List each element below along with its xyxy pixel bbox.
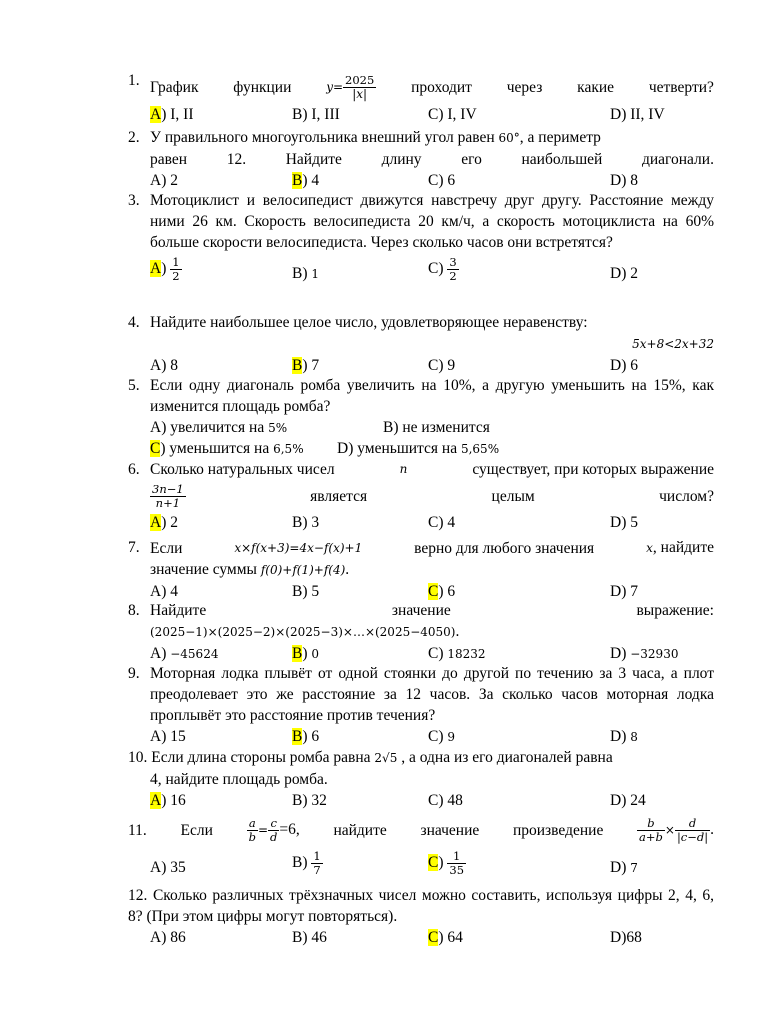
ratio-equation: $\frac{a}{b}$ = $\frac{c}{d}$ =6,: [248, 815, 300, 844]
question-number: 5.: [128, 377, 140, 394]
option-a[interactable]: A) 8: [150, 357, 178, 374]
option-d[interactable]: D) 8: [610, 728, 638, 745]
option-c[interactable]: C) 4: [428, 514, 456, 531]
answer-options-row1: [150, 417, 714, 438]
option-d[interactable]: D) 6: [610, 357, 638, 374]
option-c[interactable]: C) 18232: [428, 645, 486, 662]
option-c[interactable]: C) 6: [428, 583, 456, 600]
product-formula: $\frac{b}{a+b}$ × $\frac{d}{|c-d|}$ .: [639, 815, 714, 844]
answer-options: [150, 581, 714, 602]
inequality: 5x+8<2x+32: [632, 337, 714, 351]
option-c[interactable]: C) 48: [428, 792, 463, 809]
option-c[interactable]: C) $\frac{1}{35}$: [428, 849, 465, 877]
option-c[interactable]: C) 9: [428, 728, 456, 745]
question-text: Если одну диагональ ромба увеличить на 10%, а другую уменьшить на 15%, как изменится площадь ромба?: [150, 377, 714, 415]
option-c[interactable]: C) I, IV: [428, 106, 477, 123]
option-b[interactable]: B) 32: [292, 792, 327, 809]
option-c[interactable]: C) 64: [428, 929, 463, 946]
question-number: 2.: [128, 129, 140, 146]
question-2: [128, 127, 714, 191]
option-d[interactable]: D) 5: [610, 514, 638, 531]
option-a[interactable]: A) −45624: [150, 645, 219, 662]
option-b[interactable]: B) I, III: [292, 106, 340, 123]
option-a[interactable]: A) 2: [150, 172, 178, 189]
option-b[interactable]: B) 1: [292, 265, 320, 282]
option-d[interactable]: D) −32930: [610, 645, 679, 662]
option-a[interactable]: A) 2: [150, 514, 178, 531]
question-number: 7.: [128, 539, 140, 556]
question-9: [128, 663, 714, 747]
question-text: График функции y= $\frac{2025}{|x|}$ проходит через какие четверти?: [150, 72, 714, 101]
answer-options: [150, 790, 714, 811]
question-text: Сколько натуральных чисел n существует, при которых выражение $\frac{3n-1}{n+1}$ является целым числом?: [150, 461, 714, 510]
option-a[interactable]: A) увеличится на 5%: [150, 419, 288, 436]
question-number: 6.: [128, 461, 140, 478]
answer-options-row2: [150, 438, 714, 459]
option-c[interactable]: C) $\frac{3}{2}$: [428, 255, 457, 283]
question-7: [128, 537, 714, 602]
question-text: 10. Если длина стороны ромба равна 2√5 , а одна из его диагоналей равна 4, найдите площадь ромба.: [128, 749, 613, 788]
product-expression: (2025−1)×(2025−2)×(2025−3)×…×(2025−4050): [150, 625, 456, 639]
option-a[interactable]: A) 35: [150, 859, 186, 876]
function-formula: y= $\frac{2025}{|x|}$: [326, 72, 375, 101]
question-number: 8.: [128, 602, 140, 619]
option-d[interactable]: D) 2: [610, 265, 638, 282]
option-b[interactable]: B) 3: [292, 514, 320, 531]
question-5: [128, 375, 714, 459]
question-8: [128, 600, 714, 664]
option-d[interactable]: D) II, IV: [610, 106, 665, 123]
question-text: Моторная лодка плывёт от одной стоянки до другой по течению за 3 часа, а плот преодолевает это же расстояние за 12 часов. За сколько часов моторная лодка проплывёт это расстояние против течения?: [150, 665, 714, 724]
option-b[interactable]: B) 7: [292, 357, 320, 374]
answer-options: [150, 927, 714, 948]
option-d[interactable]: D) 24: [610, 792, 646, 809]
question-6: [128, 459, 714, 533]
option-c[interactable]: C) 9: [428, 357, 456, 374]
question-10: [128, 747, 714, 811]
option-d[interactable]: D) 7: [610, 583, 638, 600]
question-3: [128, 190, 714, 291]
option-b[interactable]: B) 6: [292, 728, 320, 745]
question-1: [128, 70, 714, 125]
question-11: [128, 813, 714, 887]
option-d[interactable]: D) 7: [610, 859, 638, 876]
option-b[interactable]: B) 0: [292, 645, 320, 662]
question-12: [128, 885, 714, 948]
question-number: 1.: [128, 72, 140, 89]
answer-options: [150, 512, 714, 533]
functional-equation: x×f(x+3)=4x−f(x)+1: [234, 540, 363, 555]
answer-options: [150, 355, 714, 376]
option-a[interactable]: A) 16: [150, 792, 186, 809]
option-b[interactable]: B) 5: [292, 583, 320, 600]
question-text: Мотоциклист и велосипедист движутся навстречу друг другу. Расстояние между ними 26 км. Скорость велосипедиста 20 км/ч, а скорость мотоциклиста на 60% больше скорости велосипедиста. Через сколько часов они встретятся?: [150, 192, 714, 251]
word: 12.: [226, 151, 247, 168]
question-4: [128, 312, 714, 376]
option-d[interactable]: D) 8: [610, 172, 638, 189]
question-text: 11. Если $\frac{a}{b}$ = $\frac{c}{d}$ =6, найдите значение произведение $\frac{b}{a+b}$ × $\frac{d}{|c-d|}$ .: [128, 815, 714, 844]
question-number: 4.: [128, 314, 140, 331]
word: длину: [381, 151, 422, 168]
question-text: 12. Сколько различных трёхзначных чисел можно составить, используя цифры 2, 4, 6, 8? (При этом цифры могут повторяться).: [128, 887, 715, 925]
option-b[interactable]: B) 46: [292, 929, 327, 946]
word: диагонали.: [641, 151, 714, 168]
option-a[interactable]: A) I, II: [150, 106, 194, 123]
question-text: У правильного многоугольника внешний угол равен 60°, а периметр равен 12. Найдите длину его наибольшей диагонали.: [150, 129, 714, 168]
option-a[interactable]: A) 15: [150, 728, 186, 745]
word: Найдите: [285, 151, 342, 168]
option-c[interactable]: C) 6: [428, 172, 456, 189]
option-a[interactable]: A) 4: [150, 583, 178, 600]
answer-options: [150, 104, 714, 125]
expression-fraction: $\frac{3n-1}{n+1}$: [152, 481, 184, 510]
option-b[interactable]: B) не изменится: [383, 419, 490, 436]
question-number: 3.: [128, 192, 140, 209]
option-c[interactable]: C) уменьшится на 6,5%: [150, 440, 304, 457]
option-d[interactable]: D)68: [610, 929, 642, 946]
word: равен: [150, 151, 188, 168]
option-d[interactable]: D) уменьшится на 5,65%: [337, 440, 500, 457]
option-a[interactable]: A) 86: [150, 929, 186, 946]
answer-options: [150, 847, 714, 887]
word: наибольшей: [521, 151, 603, 168]
answer-options: [150, 643, 714, 664]
answer-options: [150, 253, 714, 291]
answer-options: [150, 726, 714, 747]
option-a[interactable]: A) $\frac{1}{2}$: [150, 255, 180, 283]
option-b[interactable]: B) 4: [292, 172, 320, 189]
answer-options: [150, 170, 714, 191]
question-text: Найдите наибольшее целое число, удовлетворяющее неравенству: 5x+8<2x+32: [150, 314, 714, 351]
question-number: 9.: [128, 665, 140, 682]
option-b[interactable]: B) $\frac{1}{7}$: [292, 849, 321, 877]
question-text: Найдите значение выражение: (2025−1)×(2025−2)×(2025−3)×…×(2025−4050).: [150, 602, 714, 640]
question-text: Если x×f(x+3)=4x−f(x)+1 верно для любого значения x, найдите значение суммы f(0)+f(1)+f(4).: [150, 539, 714, 578]
word: его: [461, 151, 482, 168]
